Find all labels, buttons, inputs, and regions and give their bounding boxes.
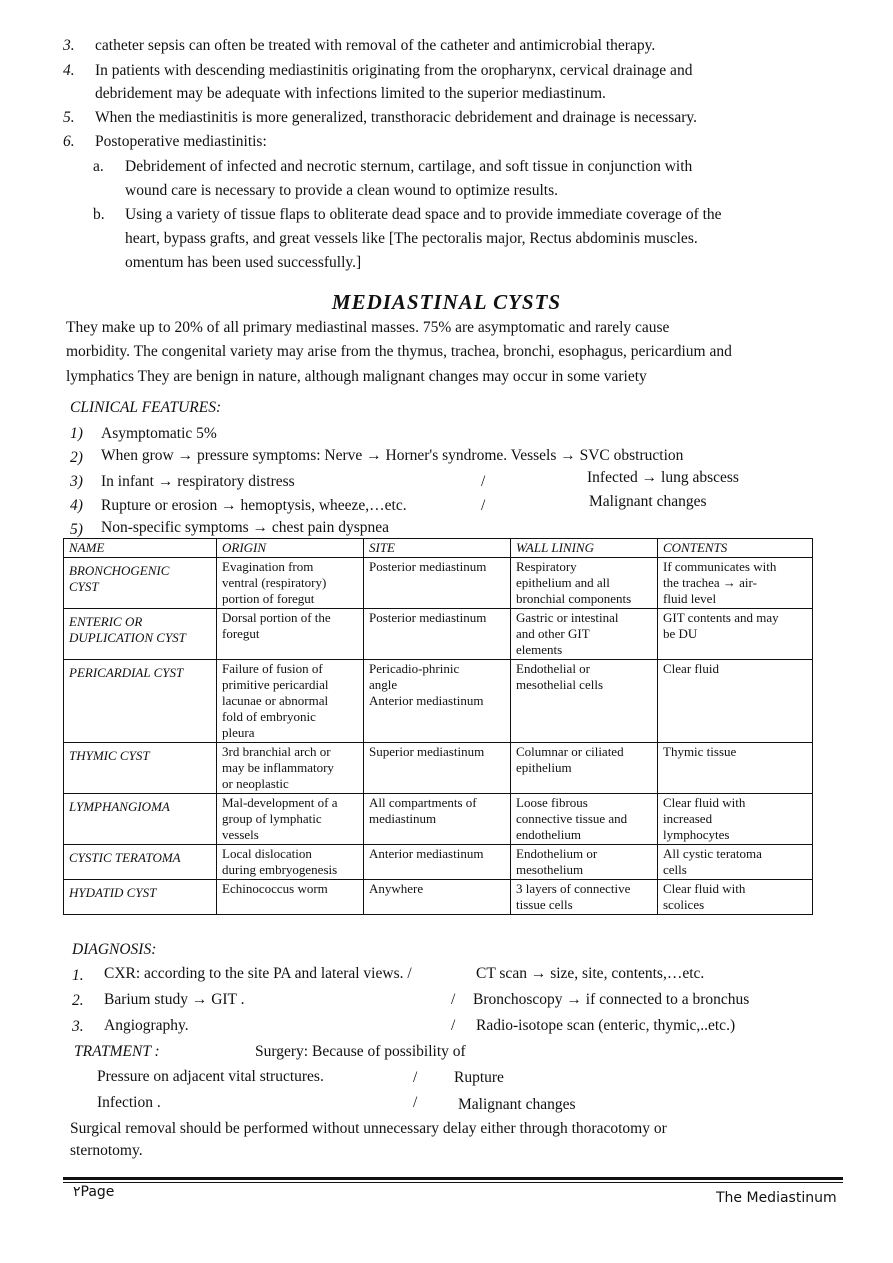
cell-origin xyxy=(217,743,364,794)
column-header: ORIGIN xyxy=(217,539,364,558)
cell-origin xyxy=(217,880,364,915)
cell-line: fold of embryonic xyxy=(222,709,316,724)
cell-line: Clear fluid with xyxy=(663,795,746,810)
treatment-item: Malignant changes xyxy=(458,1096,576,1113)
cell-line: Local dislocation xyxy=(222,846,312,861)
cell-wall xyxy=(511,845,658,880)
cell-line: If communicates with xyxy=(663,559,777,574)
cell-line: Posterior mediastinum xyxy=(369,610,487,625)
cell-line: tissue cells xyxy=(516,897,573,912)
cell-line: lacunae or abnormal xyxy=(222,693,329,708)
cell-line: mediastinum xyxy=(369,811,437,826)
sub-list-text: wound care is necessary to provide a clean wound to optimize results. xyxy=(125,182,559,199)
diagnosis-number: 1. xyxy=(72,967,84,984)
cell-line: Respiratory xyxy=(516,559,577,574)
cell-line: mesothelium xyxy=(516,862,584,877)
column-header: WALL LINING xyxy=(511,539,658,558)
cell-site xyxy=(364,743,511,794)
diagnosis-separator: / xyxy=(451,991,456,1008)
cell-line: be DU xyxy=(663,626,698,641)
cell-line: HYDATID CYST xyxy=(69,885,157,900)
cell-line: PERICARDIAL CYST xyxy=(69,665,184,680)
cell-line: All compartments of xyxy=(369,795,477,810)
cell-line: endothelium xyxy=(516,827,581,842)
treatment-item: Infection . xyxy=(97,1094,161,1111)
cell-origin xyxy=(217,845,364,880)
cell-wall xyxy=(511,558,658,609)
cell-line: CYSTIC TERATOMA xyxy=(69,850,181,865)
cell-contents xyxy=(658,558,813,609)
cell-name xyxy=(64,743,217,794)
clinical-number: 3) xyxy=(70,473,83,490)
cell-line: mesothelial cells xyxy=(516,677,604,692)
cell-line: All cystic teratoma xyxy=(663,846,762,861)
cell-wall xyxy=(511,609,658,660)
cell-line: Thymic tissue xyxy=(663,744,737,759)
cell-line: epithelium xyxy=(516,760,572,775)
clinical-text: Malignant changes xyxy=(589,493,707,510)
cell-name xyxy=(64,660,217,743)
clinical-features-heading: CLINICAL FEATURES: xyxy=(70,399,222,416)
cell-site xyxy=(364,609,511,660)
list-number: 5. xyxy=(63,109,75,126)
cell-line: elements xyxy=(516,642,563,657)
cell-line: cells xyxy=(663,862,687,877)
cell-line: 3rd branchial arch or xyxy=(222,744,331,759)
cell-line: vessels xyxy=(222,827,259,842)
list-item-text: When the mediastinitis is more generalized, transthoracic debridement and drainage is necessary. xyxy=(95,109,697,126)
treatment-separator: / xyxy=(413,1069,418,1086)
cell-line: lymphocytes xyxy=(663,827,730,842)
cell-line: CYST xyxy=(69,579,99,594)
footer-rule xyxy=(63,1177,843,1180)
cell-wall xyxy=(511,880,658,915)
cell-site xyxy=(364,880,511,915)
diagnosis-number: 2. xyxy=(72,992,84,1009)
cell-name xyxy=(64,794,217,845)
cell-name xyxy=(64,558,217,609)
cell-wall xyxy=(511,660,658,743)
cell-line: Loose fibrous xyxy=(516,795,588,810)
clinical-text: In infant → respiratory distress xyxy=(101,473,295,490)
treatment-intro: Surgery: Because of possibility of xyxy=(255,1043,466,1060)
cell-line: GIT contents and may xyxy=(663,610,779,625)
table-row xyxy=(64,660,813,743)
diagnosis-number: 3. xyxy=(72,1018,84,1035)
cell-line: Anywhere xyxy=(369,881,424,896)
closing-line: sternotomy. xyxy=(70,1142,143,1159)
diagnosis-separator: / xyxy=(451,1017,456,1034)
cell-line: Clear fluid xyxy=(663,661,719,676)
cell-line: Echinococcus worm xyxy=(222,881,328,896)
cell-contents xyxy=(658,794,813,845)
cell-line: primitive pericardial xyxy=(222,677,329,692)
column-header: CONTENTS xyxy=(658,539,813,558)
cell-line: bronchial components xyxy=(516,591,632,606)
cell-contents xyxy=(658,660,813,743)
table-row xyxy=(64,880,813,915)
cell-line: foregut xyxy=(222,626,260,641)
footer-title: The Mediastinum xyxy=(716,1190,837,1206)
table-row xyxy=(64,743,813,794)
cell-site xyxy=(364,794,511,845)
clinical-text: Asymptomatic 5% xyxy=(101,425,217,442)
cell-name xyxy=(64,880,217,915)
list-item-text: catheter sepsis can often be treated with removal of the catheter and antimicrobial therapy. xyxy=(95,37,656,54)
intro-line: They make up to 20% of all primary mediastinal masses. 75% are asymptomatic and rarely cause xyxy=(66,319,670,336)
cell-origin xyxy=(217,558,364,609)
cell-origin xyxy=(217,609,364,660)
cell-line: or neoplastic xyxy=(222,776,289,791)
table-row xyxy=(64,609,813,660)
cell-line: Columnar or ciliated xyxy=(516,744,624,759)
clinical-number: 1) xyxy=(70,425,83,442)
intro-line: lymphatics They are benign in nature, although malignant changes may occur in some variety xyxy=(66,368,647,385)
footer-rule-thin xyxy=(63,1182,843,1183)
cell-wall xyxy=(511,794,658,845)
diagnosis-heading: DIAGNOSIS: xyxy=(72,941,157,958)
cell-name xyxy=(64,845,217,880)
cell-line: Mal-development of a xyxy=(222,795,338,810)
cell-contents xyxy=(658,609,813,660)
mediastinal-cysts-table xyxy=(63,538,813,915)
cell-line: ENTERIC OR xyxy=(69,614,143,629)
cell-line: portion of foregut xyxy=(222,591,315,606)
clinical-number: 5) xyxy=(70,521,83,538)
treatment-separator: / xyxy=(413,1094,418,1111)
cell-line: Failure of fusion of xyxy=(222,661,323,676)
cell-line: Evagination from xyxy=(222,559,314,574)
cell-line: Clear fluid with xyxy=(663,881,746,896)
closing-line: Surgical removal should be performed without unnecessary delay either through thoracotomy or xyxy=(70,1120,667,1137)
section-title: MEDIASTINAL CYSTS xyxy=(331,290,562,314)
cell-line: ventral (respiratory) xyxy=(222,575,327,590)
cell-line: Endothelial or xyxy=(516,661,591,676)
cell-line: Superior mediastinum xyxy=(369,744,485,759)
cell-line: angle xyxy=(369,677,398,692)
cell-site xyxy=(364,558,511,609)
cell-origin xyxy=(217,660,364,743)
table-header-row xyxy=(64,539,813,558)
diagnosis-text: Radio-isotope scan (enteric, thymic,..etc.) xyxy=(476,1017,736,1034)
cell-contents xyxy=(658,743,813,794)
sub-list-text: heart, bypass grafts, and great vessels like [The pectoralis major, Rectus abdominis muscles. xyxy=(125,230,698,247)
list-number: 4. xyxy=(63,62,75,79)
page-number: ٢Page xyxy=(73,1184,115,1200)
intro-line: morbidity. The congenital variety may arise from the thymus, trachea, bronchi, esophagus, pericardium and xyxy=(66,343,732,360)
diagnosis-text: CXR: according to the site PA and lateral views. / xyxy=(104,965,412,982)
table-row xyxy=(64,794,813,845)
cell-line: DUPLICATION CYST xyxy=(69,630,186,645)
cell-line: Anterior mediastinum xyxy=(369,846,484,861)
clinical-separator: / xyxy=(481,497,486,514)
sub-list-text: Using a variety of tissue flaps to obliterate dead space and to provide immediate coverage of the xyxy=(125,206,722,223)
diagnosis-text: Bronchoscopy → if connected to a bronchus xyxy=(473,991,750,1008)
cell-line: group of lymphatic xyxy=(222,811,322,826)
list-item-text: debridement may be adequate with infections limited to the superior mediastinum. xyxy=(95,85,606,102)
sub-list-text: omentum has been used successfully.] xyxy=(125,254,362,271)
cell-line: the trachea → air- xyxy=(663,575,757,590)
list-number: 3. xyxy=(63,37,75,54)
clinical-number: 2) xyxy=(70,449,83,466)
cell-origin xyxy=(217,794,364,845)
column-header: SITE xyxy=(364,539,511,558)
cell-line: LYMPHANGIOMA xyxy=(69,799,170,814)
cell-contents xyxy=(658,880,813,915)
cell-line: Endothelium or xyxy=(516,846,598,861)
clinical-text: Infected → lung abscess xyxy=(587,469,739,486)
clinical-text: Rupture or erosion → hemoptysis, wheeze,…etc. xyxy=(101,497,407,514)
clinical-number: 4) xyxy=(70,497,83,514)
cell-site xyxy=(364,845,511,880)
table-row xyxy=(64,845,813,880)
clinical-text: Non-specific symptoms → chest pain dyspnea xyxy=(101,519,389,536)
cell-line: may be inflammatory xyxy=(222,760,334,775)
cell-line: connective tissue and xyxy=(516,811,628,826)
cell-line: Dorsal portion of the xyxy=(222,610,331,625)
cell-line: THYMIC CYST xyxy=(69,748,150,763)
cell-line: 3 layers of connective xyxy=(516,881,631,896)
cell-contents xyxy=(658,845,813,880)
clinical-separator: / xyxy=(481,473,486,490)
sub-list-letter: b. xyxy=(93,206,105,223)
list-item-text: Postoperative mediastinitis: xyxy=(95,133,267,150)
list-number: 6. xyxy=(63,133,75,150)
treatment-heading: TRATMENT : xyxy=(74,1043,160,1060)
cell-wall xyxy=(511,743,658,794)
cell-line: and other GIT xyxy=(516,626,590,641)
clinical-text: When grow → pressure symptoms: Nerve → Horner's syndrome. Vessels → SVC obstruction xyxy=(101,447,684,464)
column-header: NAME xyxy=(64,539,217,558)
cell-line: Posterior mediastinum xyxy=(369,559,487,574)
cell-line: BRONCHOGENIC xyxy=(69,563,170,578)
treatment-item: Pressure on adjacent vital structures. xyxy=(97,1068,324,1085)
diagnosis-text: Angiography. xyxy=(104,1017,189,1034)
diagnosis-text: CT scan → size, site, contents,…etc. xyxy=(476,965,705,982)
cell-site xyxy=(364,660,511,743)
cell-line: Pericadio-phrinic xyxy=(369,661,460,676)
cell-line: epithelium and all xyxy=(516,575,610,590)
cell-line: scolices xyxy=(663,897,705,912)
cell-name xyxy=(64,609,217,660)
sub-list-letter: a. xyxy=(93,158,104,175)
cell-line: Anterior mediastinum xyxy=(369,693,484,708)
list-item-text: In patients with descending mediastinitis originating from the oropharynx, cervical drainage and xyxy=(95,62,693,79)
cell-line: fluid level xyxy=(663,591,717,606)
cell-line: during embryogenesis xyxy=(222,862,338,877)
sub-list-text: Debridement of infected and necrotic sternum, cartilage, and soft tissue in conjunction with xyxy=(125,158,693,175)
cell-line: increased xyxy=(663,811,713,826)
diagnosis-text: Barium study → GIT . xyxy=(104,991,245,1008)
table-row xyxy=(64,558,813,609)
cell-line: pleura xyxy=(222,725,255,740)
cell-line: Gastric or intestinal xyxy=(516,610,619,625)
treatment-item: Rupture xyxy=(454,1069,504,1086)
